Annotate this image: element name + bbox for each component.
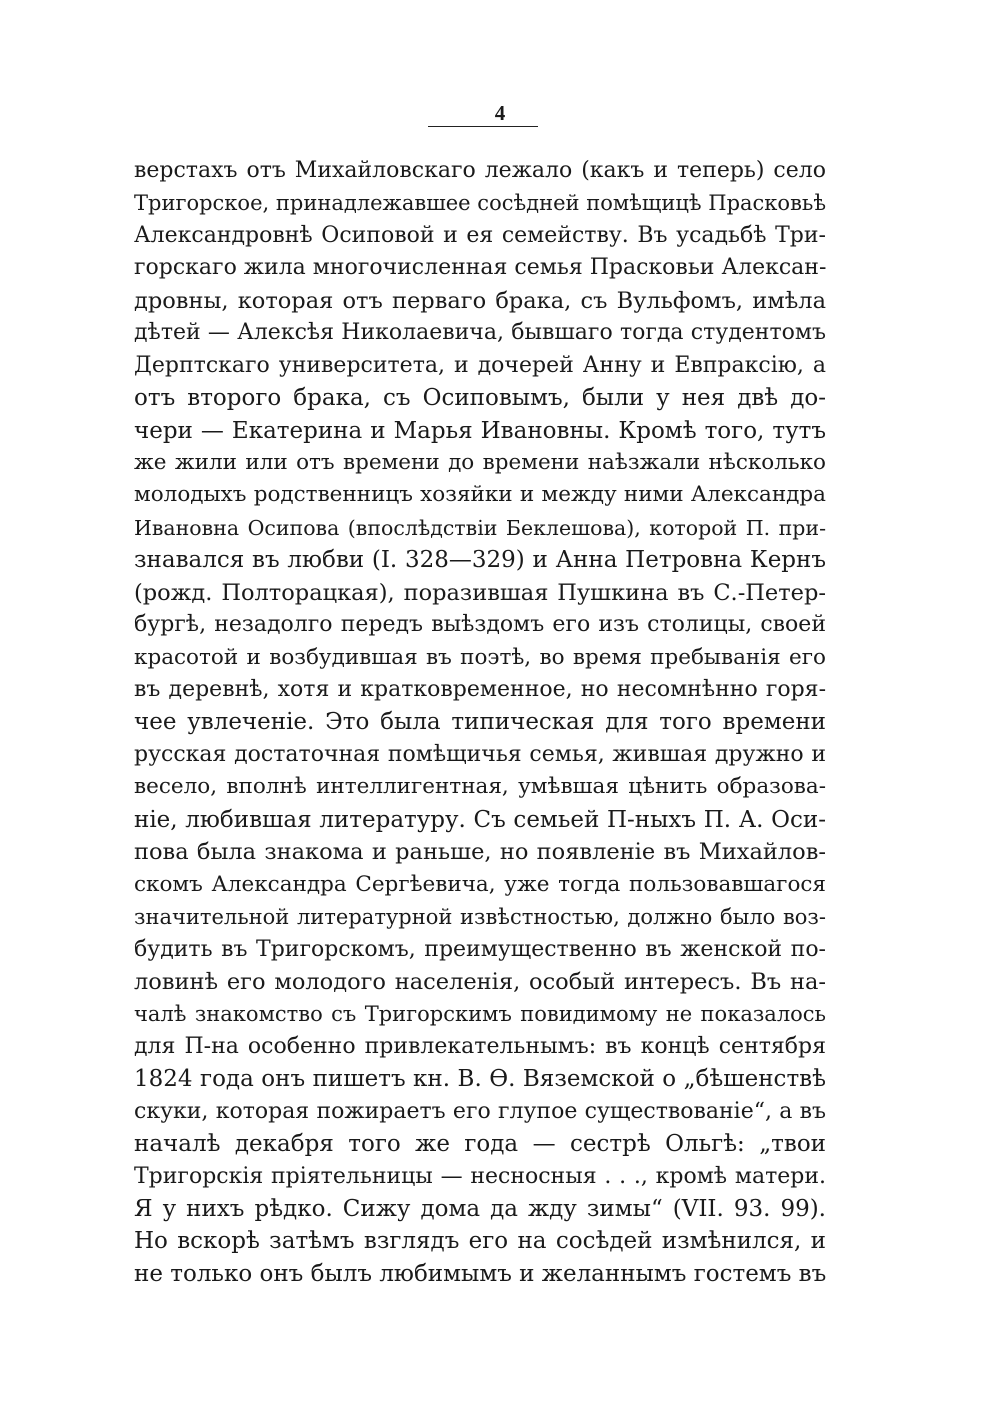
text-line: весело, вполнѣ интеллигентная, умѣвшая цѣнить образова- [134,774,826,800]
text-line: русская достаточная помѣщичья семья, жившая дружно и [134,741,826,767]
page-number: 4 [494,101,506,125]
text-line: Дерптскаго университета, и дочерей Анну и Евпраксію, а [134,352,826,378]
text-line: чери — Екатерина и Марья Ивановны. Кромѣ того, тутъ [134,417,826,444]
text-line: Я у нихъ рѣдко. Сижу дома да жду зимы“ (VII. 93. 99). [134,1196,826,1222]
text-line: (рожд. Полторацкая), поразившая Пушкина въ С.-Петер- [134,579,826,606]
text-line: въ деревнѣ, хотя и кратковременное, но несомнѣнно горя- [134,677,826,702]
text-line: молодыхъ родственницъ хозяйки и между ними Александра [134,482,826,508]
text-line: горскаго жила многочисленная семья Прасковьи Алексан- [134,255,826,281]
text-line: чее увлеченіе. Это была типическая для того времени [134,709,826,736]
text-line: скомъ Александра Сергѣевича, уже тогда пользовавшагося [134,871,826,897]
text-line: верстахъ отъ Михайловскаго лежало (какъ и теперь) село [134,158,826,183]
text-line: значительной литературной извѣстностью, должно было воз- [134,905,826,930]
text-line: знавался въ любви (I. 328—329) и Анна Петровна Кернъ [134,547,826,574]
body-text [134,155,826,1290]
text-line: дѣтей — Алексѣя Николаевича, бывшаго тогда студентомъ [134,320,826,346]
text-line: дровны, которая отъ перваго брака, съ Вульфомъ, имѣла [134,287,826,314]
text-line: красотой и возбудившая въ поэтѣ, во время пребыванія его [134,644,826,670]
text-line: началѣ декабря того же года — сестрѣ Ольгѣ: „твои [134,1131,826,1158]
text-line: Тригорское, принадлежавшее сосѣдней помѣщицѣ Прасковьѣ [134,191,826,216]
text-line: для П-на особенно привлекательнымъ: въ концѣ сентября [134,1033,826,1059]
text-line: пова была знакома и раньше, но появленіе въ Михайлов- [134,839,826,866]
text-line: же жили или отъ времени до времени наѣзжали нѣсколько [134,449,826,475]
text-line: Тригорскія пріятельницы — несносныя . . ., кромѣ матери. [134,1163,826,1189]
text-line: будить въ Тригорскомъ, преимущественно въ женской по- [134,936,826,962]
text-line: Но вскорѣ затѣмъ взглядъ его на сосѣдей измѣнился, и [134,1228,826,1255]
text-line: Александровнѣ Осиповой и ея семейству. Въ усадьбѣ Три- [134,222,826,248]
text-line: Ивановна Осипова (впослѣдствіи Беклешова), которой П. при- [134,515,826,540]
text-line: ловинѣ его молодого населенія, особый интересъ. Въ на- [134,968,826,995]
page-number-rule [428,126,538,127]
text-line: отъ второго брака, съ Осиповымъ, были у нея двѣ до- [134,385,826,412]
text-line: не только онъ былъ любимымъ и желаннымъ гостемъ въ [134,1260,826,1287]
text-line: ніе, любившая литературу. Съ семьей П-ныхъ П. А. Оси- [134,806,826,833]
text-line: 1824 года онъ пишетъ кн. В. Ѳ. Вяземской о „бѣшенствѣ [134,1066,826,1093]
text-line: бургѣ, незадолго передъ выѣздомъ его изъ столицы, своей [134,612,826,638]
text-line: чалѣ знакомство съ Тригорскимъ повидимому не показалось [134,1002,826,1027]
text-line: скуки, которая пожираетъ его глупое существованіе“, а въ [134,1098,826,1124]
